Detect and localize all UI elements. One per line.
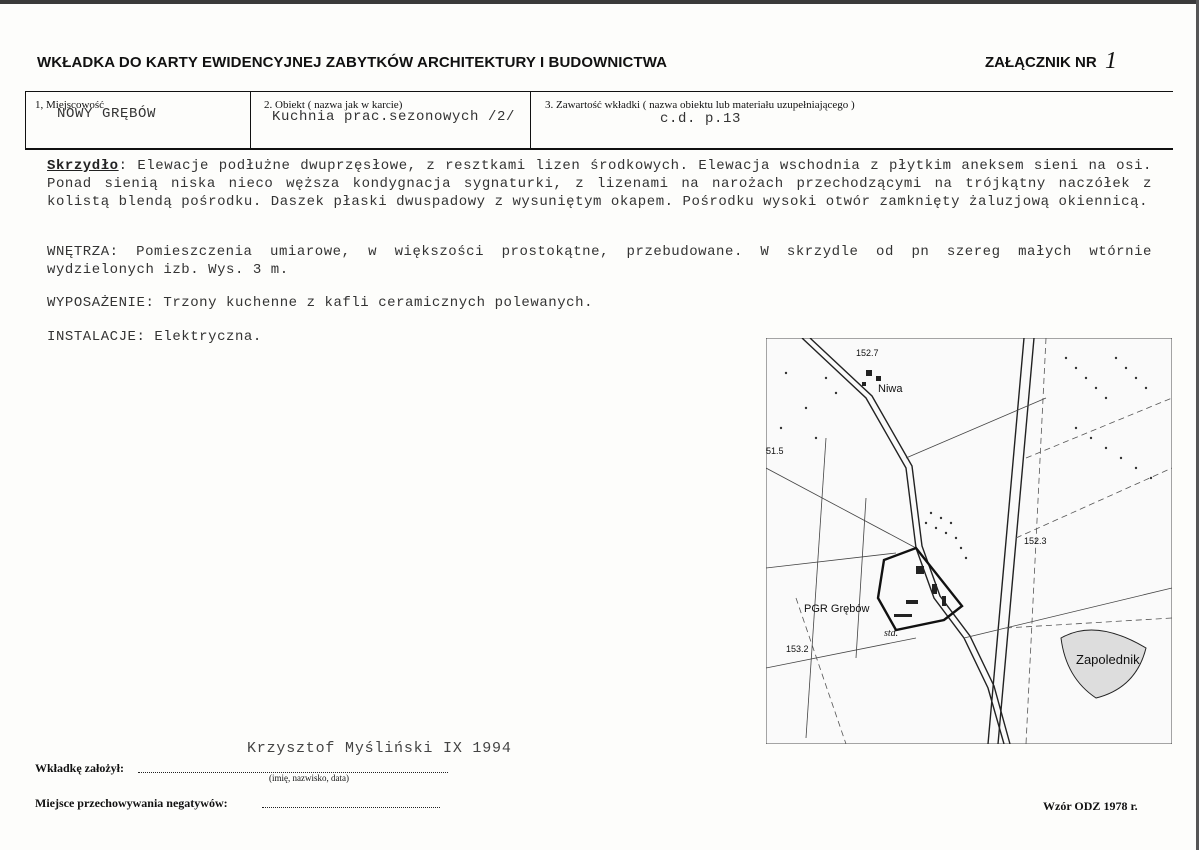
table-left-rule: [25, 91, 26, 149]
object-label: 2. Obiekt ( nazwa jak w karcie): [264, 99, 403, 111]
annex-number: 1: [1105, 48, 1117, 74]
wing-heading: Skrzydło: [47, 158, 119, 174]
table-top-rule: [25, 91, 1173, 92]
installations-text: INSTALACJE: Elektryczna.: [47, 329, 262, 345]
object-value: Kuchnia prac.sezonowych /2/: [272, 109, 516, 125]
location-map: [766, 338, 1172, 744]
founder-label: Wkładkę założył:: [35, 761, 124, 775]
elevation-label: 51.5: [766, 446, 784, 456]
wing-text: : Elewacje podłużne dwuprzęsłowe, z resztkami lizen środkowych. Elewacja wschodnia z płytkim aneksem sieni na osi. Ponad sienią niska nieco węższa kondygnacja sygnaturki, z lizenami na narożach przechodzącymi na trójkątny naczółek z kolistą blendą pośrodku. Daszek płaski dwuspadowy z wysuniętym okapem. Pośrodku wysoki otwór zamknięty żaluzjową okiennicą.: [47, 158, 1152, 210]
table-divider-2: [530, 91, 531, 149]
zapolednik-label: Zapolednik: [1076, 652, 1140, 667]
place-value: NOWY GRĘBÓW: [57, 106, 157, 122]
negatives-label: Miejsce przechowywania negatywów:: [35, 796, 228, 810]
signature-line: Krzysztof Myśliński IX 1994: [247, 740, 512, 757]
place-label: 1, Miejscowość: [35, 99, 105, 111]
table-divider-1: [250, 91, 251, 149]
niwa-label: Niwa: [878, 383, 903, 395]
wing-description: [47, 157, 1152, 211]
equipment-text: WYPOSAŻENIE: Trzony kuchenne z kafli ceramicznych polewanych.: [47, 295, 594, 311]
form-model: Wzór ODZ 1978 r.: [1043, 799, 1138, 813]
founder-sublabel: (imię, nazwisko, data): [269, 773, 349, 783]
annex-label: ZAŁĄCZNIK NR: [985, 54, 1097, 71]
elevation-label: 152.7: [856, 348, 879, 358]
elevation-label: 152.3: [1024, 536, 1047, 546]
content-label: 3. Zawartość wkładki ( nazwa obiektu lub materiału uzupełniającego ): [545, 99, 855, 111]
negatives-dotted-line: [262, 806, 440, 808]
content-value: c.d. p.13: [660, 111, 742, 127]
elevation-label: 153.2: [786, 644, 809, 654]
interiors-text: WNĘTRZA: Pomieszczenia umiarowe, w większości prostokątne, przebudowane. W skrzydle od pn szereg małych wtórnie wydzielonych izb. Wys. 3 m.: [47, 244, 1152, 278]
scan-top-edge: [0, 0, 1199, 4]
document-title: WKŁADKA DO KARTY EWIDENCYJNEJ ZABYTKÓW ARCHITEKTURY I BUDOWNICTWA: [37, 54, 668, 71]
table-bottom-rule: [25, 148, 1173, 150]
std-label: std.: [884, 628, 899, 639]
pgr-label: PGR Grębów: [804, 603, 870, 615]
